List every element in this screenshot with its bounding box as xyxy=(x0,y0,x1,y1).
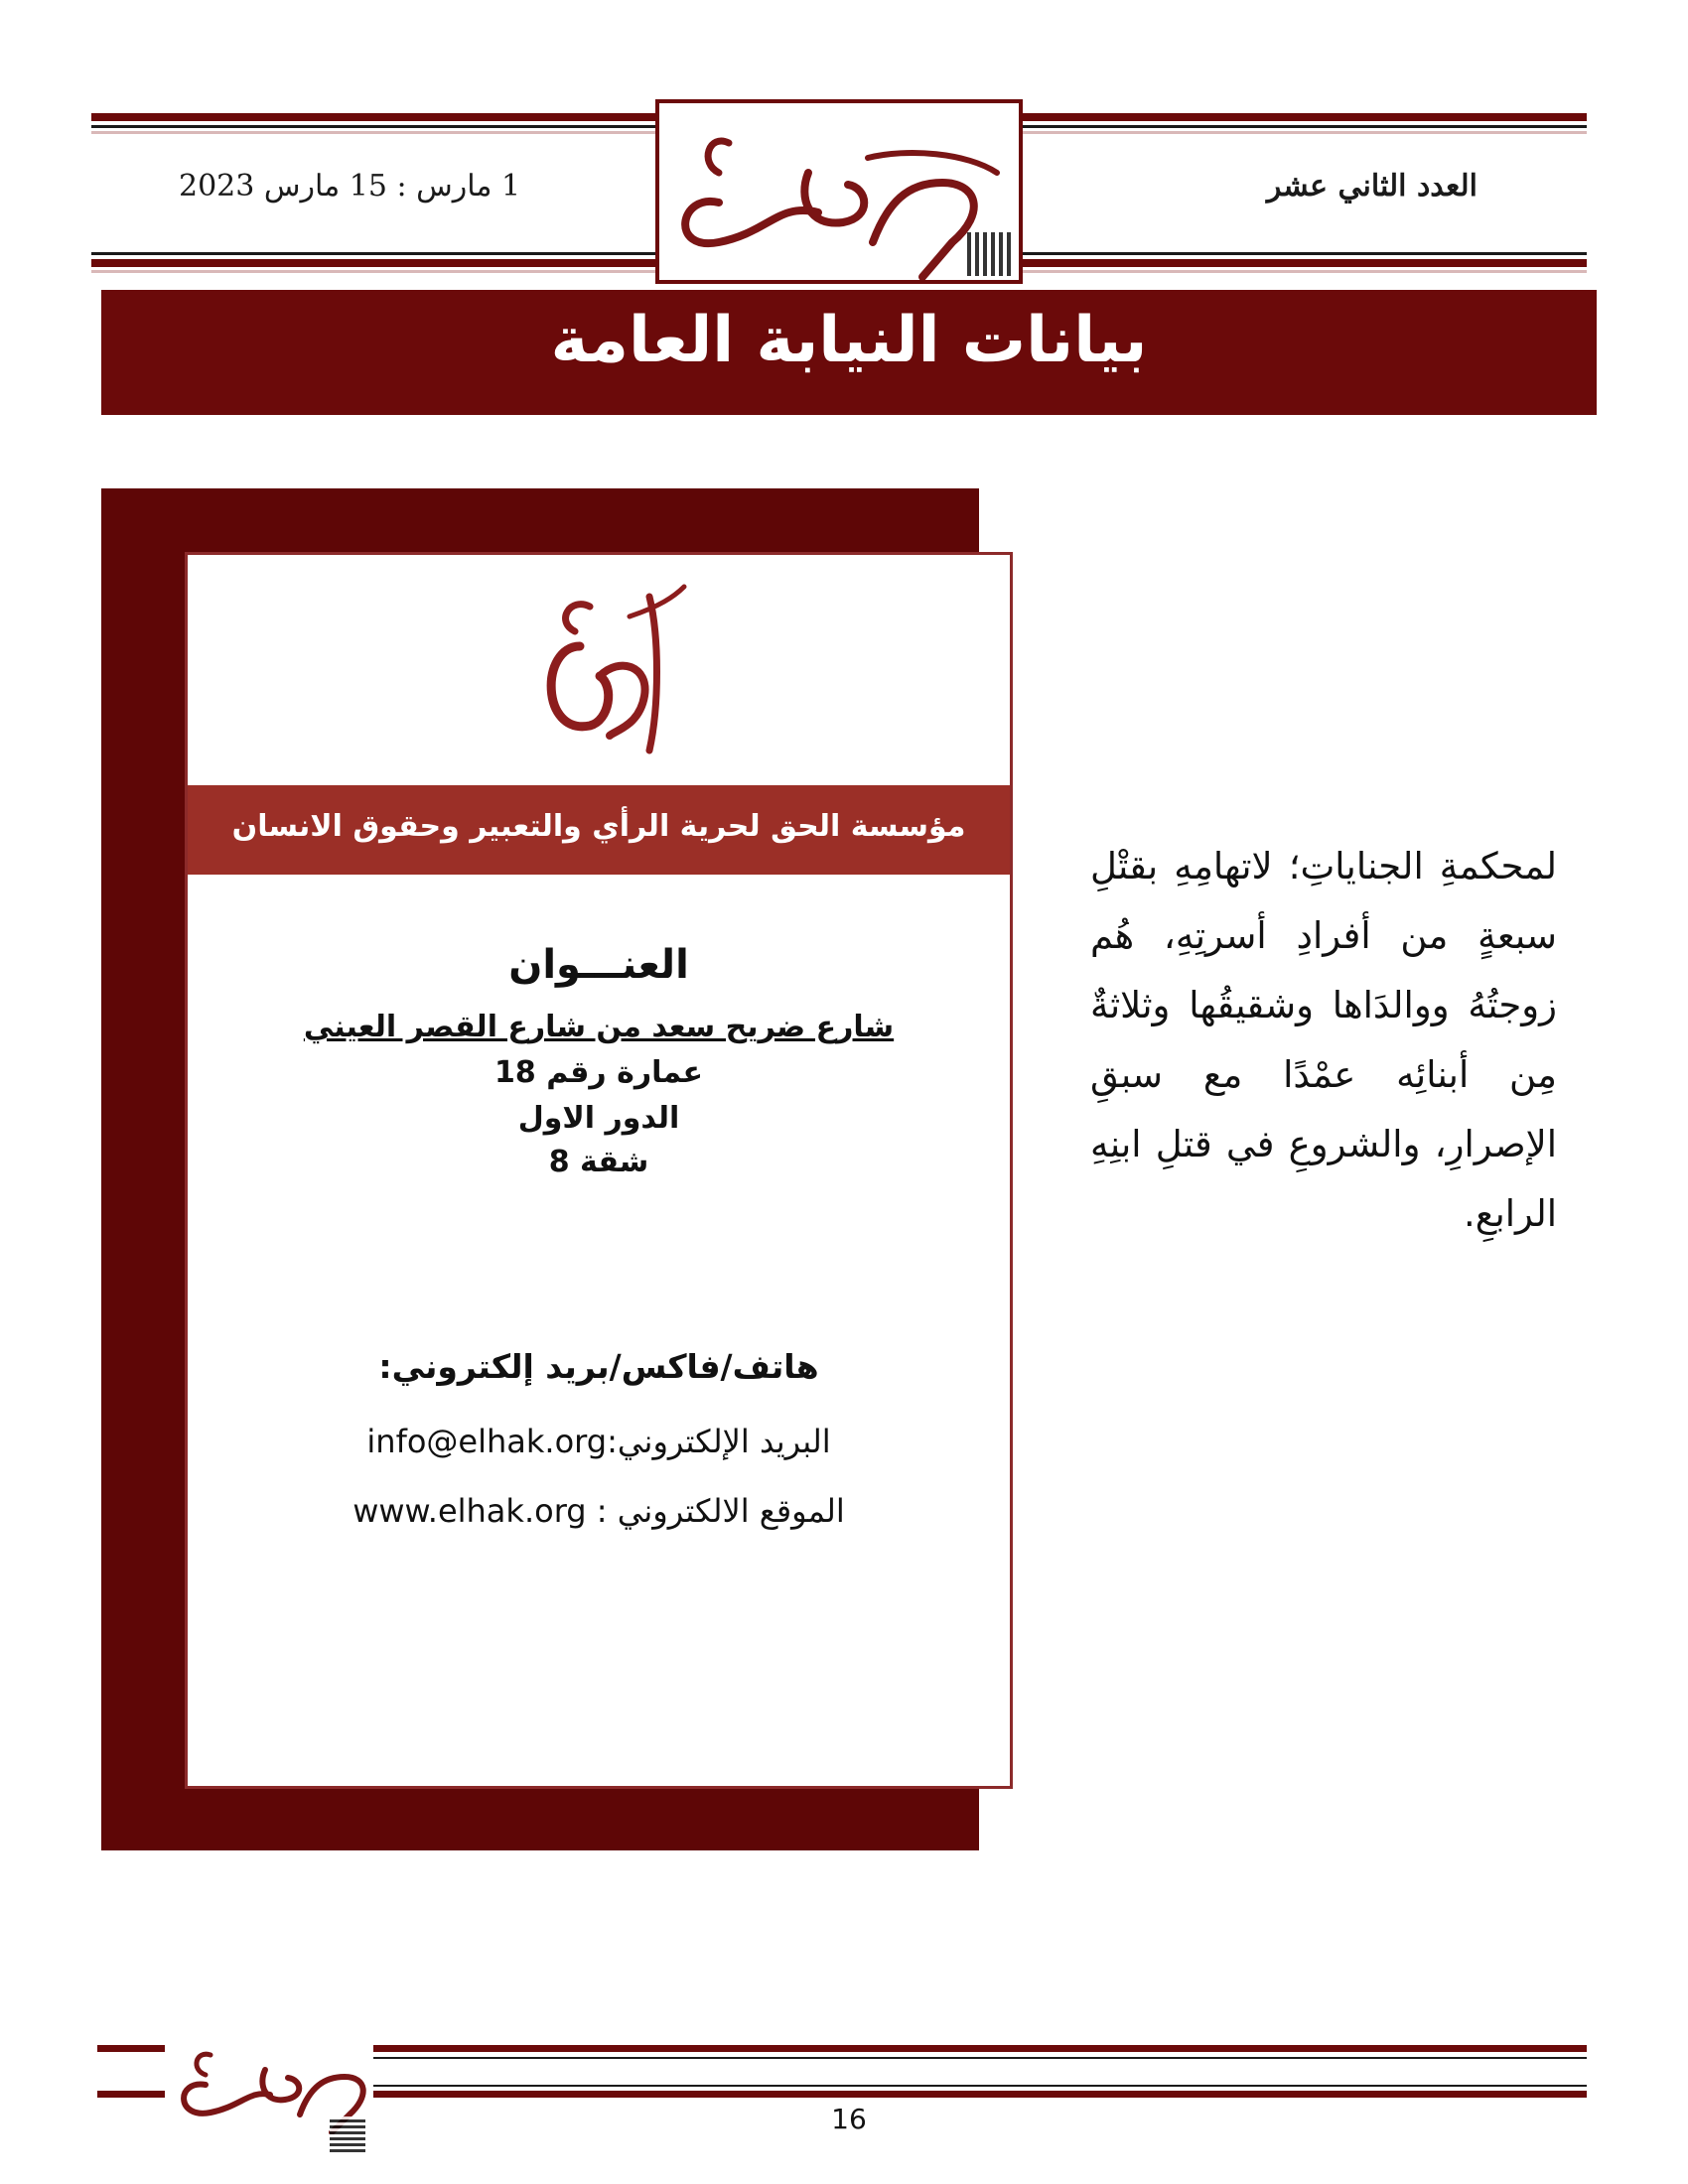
address-line-street: شارع ضريح سعد من شارع القصر العيني xyxy=(303,1010,895,1044)
article-paragraph: لمحكمةِ الجناياتِ؛ لاتهامِهِ بقتْلِ سبعةٍ من أفرادِ أسرتِهِ، هُم زوجتُهُ ووالدَاها وشقيقُها وثلاثةٌ مِن أبنائِه عمْدًا مع سبقِ الإصرارِ، والشروعِ في قتلِ ابنِهِ الرابعِ. xyxy=(1090,845,1557,1235)
masthead-qr-icon xyxy=(967,232,1011,276)
masthead-logo-text: حروف حق xyxy=(1012,123,1017,124)
website-link[interactable]: www.elhak.org xyxy=(352,1492,587,1530)
footer-qr-icon xyxy=(330,2116,365,2152)
page-number: 16 xyxy=(831,2103,867,2135)
section-title: بيانات النيابة العامة xyxy=(550,304,1148,377)
footer-rule-top-left xyxy=(97,2045,165,2052)
section-title-bar xyxy=(101,290,1597,415)
address-line-apartment: شقة 8 xyxy=(548,1145,649,1179)
address-line-floor: الدور الاول xyxy=(517,1101,680,1136)
issue-label: العدد الثاني عشر xyxy=(1266,169,1477,204)
card-logo xyxy=(500,577,699,775)
masthead-logo-calligraphy xyxy=(659,103,1019,280)
address-line-building: عمارة رقم 18 xyxy=(494,1055,703,1090)
contact-card xyxy=(185,552,1013,1789)
footer-rule-top-thin xyxy=(373,2057,1587,2059)
address-heading: العنـــوان xyxy=(508,942,689,988)
footer-logo-text: حروف حق xyxy=(363,2133,368,2134)
card-logo-text: حق xyxy=(696,774,698,775)
footer-rule-bottom-thin xyxy=(373,2085,1587,2087)
issue-date-range: 1 مارس : 15 مارس 2023 xyxy=(179,169,521,204)
email-label: البريد الإلكتروني: xyxy=(607,1423,831,1460)
organization-name: مؤسسة الحق لحرية الرأي والتعبير وحقوق الانسان xyxy=(231,809,966,844)
website-row xyxy=(188,1492,1010,1530)
contact-heading: هاتف/فاكس/بريد إلكتروني: xyxy=(378,1347,819,1386)
website-label: الموقع الالكتروني : xyxy=(596,1492,845,1530)
organization-band xyxy=(188,785,1010,875)
footer-rule-bottom-right xyxy=(373,2091,1587,2098)
email-link[interactable]: info@elhak.org xyxy=(366,1423,608,1460)
email-row xyxy=(188,1423,1010,1460)
footer-rule-top-right xyxy=(373,2045,1587,2052)
masthead-logo xyxy=(655,99,1023,284)
footer-rule-bottom-left xyxy=(97,2091,165,2098)
